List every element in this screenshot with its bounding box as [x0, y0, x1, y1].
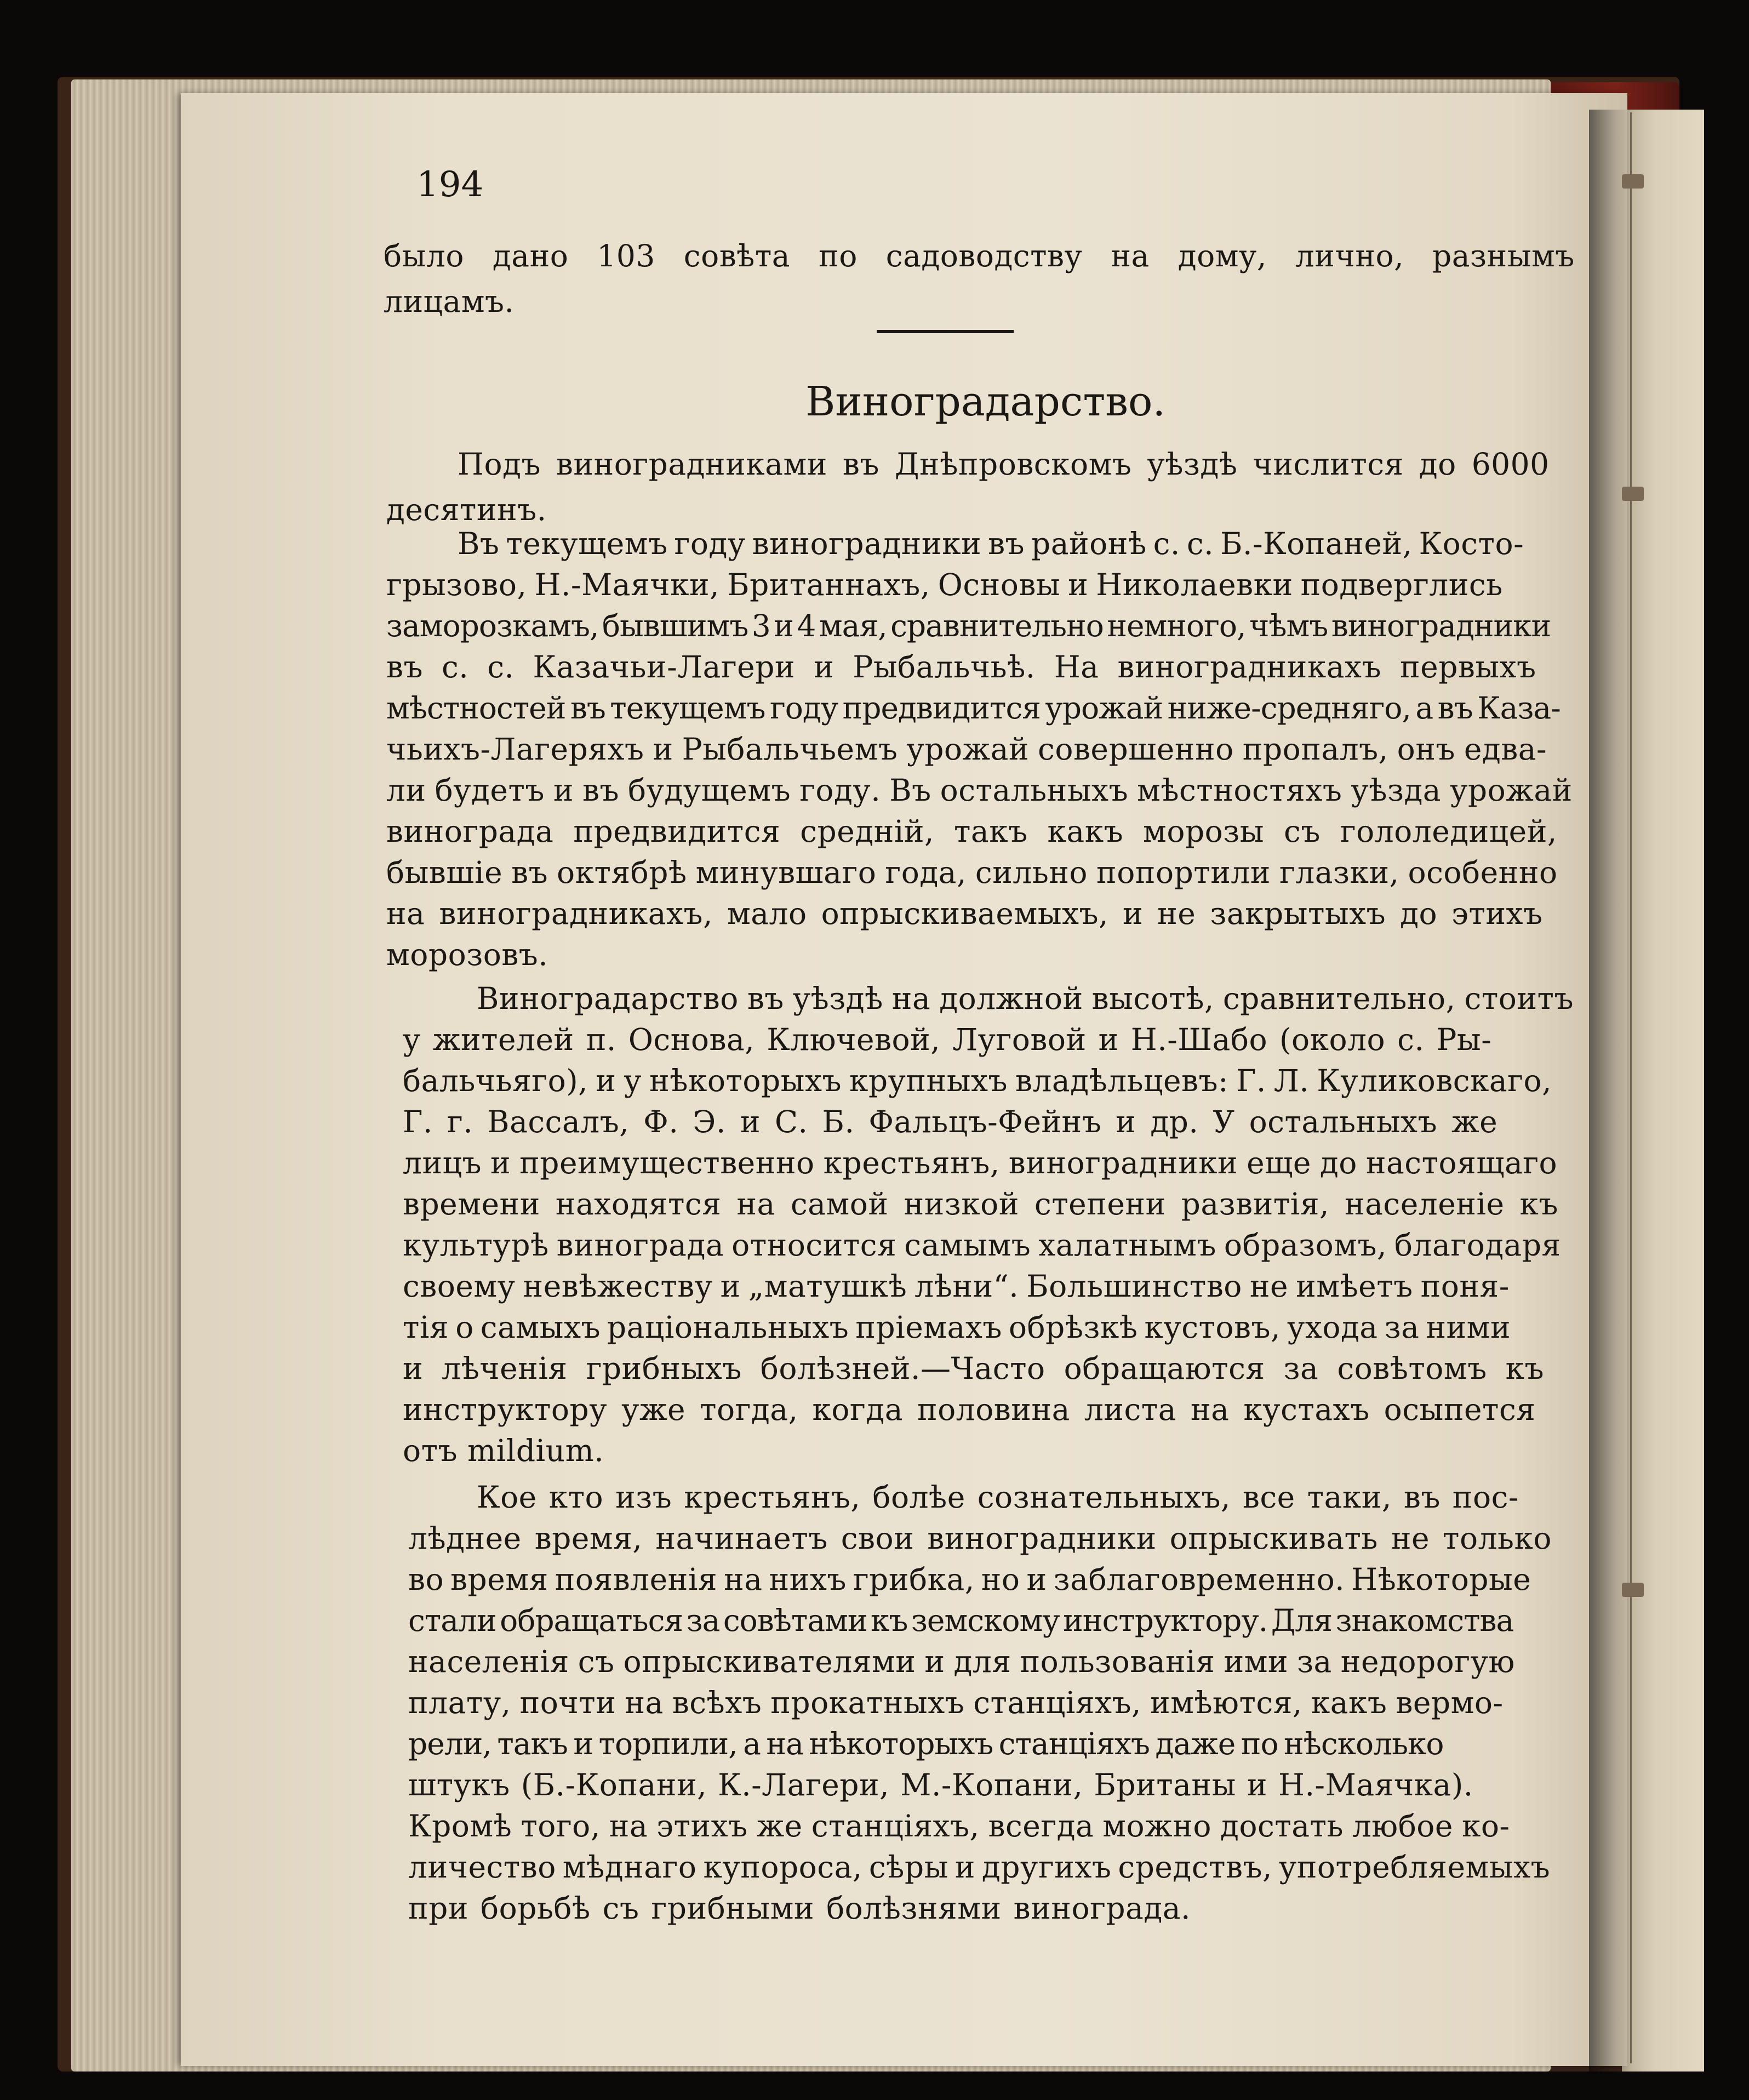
text-line: стали обращаться за совѣтами къ земскому инструктору. Для знакомства: [408, 1603, 1514, 1638]
text-line: бальчьяго), и у нѣкоторыхъ крупныхъ владѣльцевъ: Г. Л. Куликовскаго,: [403, 1063, 1552, 1098]
text-line: при борьбѣ съ грибными болѣзнями винограда.: [408, 1891, 1191, 1926]
binding-line: [1630, 112, 1632, 2063]
text-line: своему невѣжеству и „матушкѣ лѣни“. Большинство не имѣетъ поня-: [403, 1269, 1510, 1304]
text-line: лицъ и преимущественно крестьянъ, виноградники еще до настоящаго: [403, 1145, 1558, 1180]
text-line: инструктору уже тогда, когда половина листа на кустахъ осыпется: [403, 1392, 1536, 1427]
page-number: 194: [416, 164, 484, 205]
text-line: Кое кто изъ крестьянъ, болѣе сознательныхъ, все таки, въ пос-: [477, 1480, 1519, 1515]
text-line: морозовъ.: [386, 937, 548, 972]
text-line: лицамъ.: [384, 284, 515, 319]
text-line: Кромѣ того, на этихъ же станціяхъ, всегда можно достать любое ко-: [408, 1808, 1510, 1844]
text-line: было дано 103 совѣта по садоводству на дому, лично, разнымъ: [384, 238, 1575, 273]
text-line: и лѣченія грибныхъ болѣзней.—Часто обращаются за совѣтомъ къ: [403, 1351, 1545, 1386]
binding-staple: [1622, 1583, 1644, 1597]
text-line: тія о самыхъ раціональныхъ пріемахъ обрѣзкѣ кустовъ, ухода за ними: [403, 1310, 1511, 1345]
binding-staple: [1622, 487, 1644, 501]
spine-shadow: [1589, 110, 1633, 2072]
text-line: во время появленія на нихъ грибка, но и заблаговременно. Нѣкоторые: [408, 1562, 1531, 1597]
text-line: штукъ (Б.-Копани, К.-Лагери, М.-Копани, Британы и Н.-Маячка).: [408, 1767, 1473, 1802]
text-line: Г. г. Вассалъ, Ф. Э. и С. Б. Фальцъ-Фейнъ и др. У остальныхъ же: [403, 1104, 1498, 1139]
text-line: рели, такъ и торпили, а на нѣкоторыхъ станціяхъ даже по нѣсколько: [408, 1726, 1444, 1761]
text-line: плату, почти на всѣхъ прокатныхъ станціяхъ, имѣются, какъ вермо-: [408, 1685, 1504, 1720]
text-line: Въ текущемъ году виноградники въ районѣ с. с. Б.-Копаней, Косто-: [458, 526, 1524, 561]
section-heading: Виноградарство.: [805, 378, 1166, 425]
text-line: грызово, Н.-Маячки, Британнахъ, Основы и Николаевки подверглись: [386, 567, 1503, 602]
text-line: населенія съ опрыскивателями и для пользованія ими за недорогую: [408, 1644, 1515, 1679]
text-line: отъ mildium.: [403, 1433, 604, 1468]
text-line: винограда предвидится средній, такъ какъ морозы съ гололедицей,: [386, 814, 1557, 849]
text-line: десятинъ.: [386, 492, 547, 527]
text-line: культурѣ винограда относится самымъ халатнымъ образомъ, благодаря: [403, 1228, 1561, 1263]
text-line: ли будетъ и въ будущемъ году. Въ остальныхъ мѣстностяхъ уѣзда урожай: [386, 773, 1573, 808]
text-line: чьихъ-Лагеряхъ и Рыбальчьемъ урожай совершенно пропалъ, онъ едва-: [386, 732, 1547, 767]
text-line: времени находятся на самой низкой степени развитія, населеніе къ: [403, 1186, 1558, 1222]
facing-page-edge: [1622, 110, 1704, 2072]
text-line: у жителей п. Основа, Ключевой, Луговой и Н.-Шабо (около с. Ры-: [403, 1022, 1492, 1057]
text-line: заморозкамъ, бывшимъ 3 и 4 мая, сравнительно немного, чѣмъ виноградники: [386, 608, 1551, 643]
text-line: Виноградарство въ уѣздѣ на должной высотѣ, сравнительно, стоитъ: [477, 981, 1574, 1016]
text-line: Подъ виноградниками въ Днѣпровскомъ уѣздѣ числится до 6000: [458, 447, 1550, 482]
section-rule: [877, 330, 1014, 333]
text-line: бывшіе въ октябрѣ минувшаго года, сильно попортили глазки, особенно: [386, 855, 1558, 890]
text-line: въ с. с. Казачьи-Лагери и Рыбальчьѣ. На виноградникахъ первыхъ: [386, 649, 1536, 684]
binding-staple: [1622, 174, 1644, 189]
text-line: личество мѣднаго купороса, сѣры и другихъ средствъ, употребляемыхъ: [408, 1850, 1551, 1885]
text-line: на виноградникахъ, мало опрыскиваемыхъ, и не закрытыхъ до этихъ: [386, 896, 1543, 931]
text-line: мѣстностей въ текущемъ году предвидится урожай ниже-средняго, а въ Каза-: [386, 691, 1561, 726]
text-line: лѣднее время, начинаетъ свои виноградники опрыскивать не только: [408, 1521, 1552, 1556]
